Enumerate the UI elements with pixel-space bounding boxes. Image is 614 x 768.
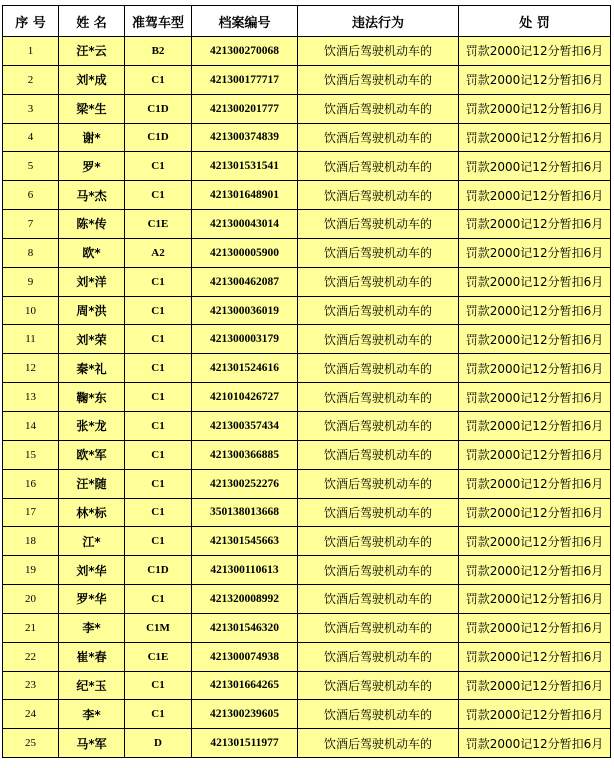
cell-license-class: C1 (125, 469, 192, 498)
cell-serial: 11 (3, 325, 59, 354)
cell-license-class: C1 (125, 440, 192, 469)
header-license-class: 准驾车型 (125, 6, 192, 37)
cell-license-class: C1D (125, 94, 192, 123)
table-row (3, 37, 611, 66)
cell-penalty: 罚款2000记12分暂扣6月 (459, 325, 611, 354)
cell-file-number: 421301511977 (192, 729, 298, 758)
cell-serial: 3 (3, 94, 59, 123)
cell-name: 江* (59, 527, 125, 556)
cell-serial: 9 (3, 267, 59, 296)
cell-file-number: 421301531541 (192, 152, 298, 181)
cell-serial: 22 (3, 642, 59, 671)
cell-penalty: 罚款2000记12分暂扣6月 (459, 210, 611, 239)
table-row (3, 152, 611, 181)
cell-violation: 饮酒后驾驶机动车的 (298, 411, 459, 440)
cell-violation: 饮酒后驾驶机动车的 (298, 354, 459, 383)
cell-penalty: 罚款2000记12分暂扣6月 (459, 411, 611, 440)
cell-violation: 饮酒后驾驶机动车的 (298, 642, 459, 671)
cell-license-class: C1 (125, 354, 192, 383)
cell-license-class: C1E (125, 210, 192, 239)
table-row (3, 94, 611, 123)
cell-serial: 23 (3, 671, 59, 700)
cell-file-number: 421301648901 (192, 181, 298, 210)
table-row (3, 267, 611, 296)
cell-name: 纪*玉 (59, 671, 125, 700)
cell-name: 汪*随 (59, 469, 125, 498)
cell-violation: 饮酒后驾驶机动车的 (298, 556, 459, 585)
table-row (3, 238, 611, 267)
cell-penalty: 罚款2000记12分暂扣6月 (459, 123, 611, 152)
cell-serial: 2 (3, 65, 59, 94)
cell-penalty: 罚款2000记12分暂扣6月 (459, 238, 611, 267)
cell-file-number: 421301545663 (192, 527, 298, 556)
cell-penalty: 罚款2000记12分暂扣6月 (459, 469, 611, 498)
cell-license-class: C1 (125, 296, 192, 325)
table-row (3, 585, 611, 614)
cell-violation: 饮酒后驾驶机动车的 (298, 440, 459, 469)
table-row (3, 210, 611, 239)
cell-file-number: 421301546320 (192, 613, 298, 642)
cell-license-class: C1 (125, 65, 192, 94)
table-row (3, 354, 611, 383)
cell-file-number: 421300036019 (192, 296, 298, 325)
cell-file-number: 421300462087 (192, 267, 298, 296)
cell-serial: 25 (3, 729, 59, 758)
cell-violation: 饮酒后驾驶机动车的 (298, 729, 459, 758)
cell-violation: 饮酒后驾驶机动车的 (298, 671, 459, 700)
cell-penalty: 罚款2000记12分暂扣6月 (459, 498, 611, 527)
cell-violation: 饮酒后驾驶机动车的 (298, 498, 459, 527)
cell-license-class: C1 (125, 498, 192, 527)
cell-penalty: 罚款2000记12分暂扣6月 (459, 585, 611, 614)
table-row (3, 411, 611, 440)
cell-file-number: 421320008992 (192, 585, 298, 614)
cell-penalty: 罚款2000记12分暂扣6月 (459, 613, 611, 642)
cell-file-number: 421300003179 (192, 325, 298, 354)
cell-name: 刘*华 (59, 556, 125, 585)
cell-violation: 饮酒后驾驶机动车的 (298, 325, 459, 354)
cell-serial: 21 (3, 613, 59, 642)
cell-penalty: 罚款2000记12分暂扣6月 (459, 671, 611, 700)
cell-serial: 20 (3, 585, 59, 614)
cell-serial: 7 (3, 210, 59, 239)
table-row (3, 527, 611, 556)
cell-violation: 饮酒后驾驶机动车的 (298, 94, 459, 123)
cell-file-number: 421300074938 (192, 642, 298, 671)
header-violation: 违法行为 (298, 6, 459, 37)
cell-name: 崔*春 (59, 642, 125, 671)
cell-file-number: 421300110613 (192, 556, 298, 585)
cell-name: 刘*荣 (59, 325, 125, 354)
cell-name: 张*龙 (59, 411, 125, 440)
table-row (3, 383, 611, 412)
cell-serial: 15 (3, 440, 59, 469)
table-row (3, 729, 611, 758)
cell-license-class: C1 (125, 383, 192, 412)
cell-violation: 饮酒后驾驶机动车的 (298, 700, 459, 729)
cell-serial: 8 (3, 238, 59, 267)
cell-violation: 饮酒后驾驶机动车的 (298, 181, 459, 210)
cell-file-number: 421300177717 (192, 65, 298, 94)
cell-license-class: C1D (125, 556, 192, 585)
cell-license-class: C1 (125, 671, 192, 700)
header-file-number: 档案编号 (192, 6, 298, 37)
cell-violation: 饮酒后驾驶机动车的 (298, 469, 459, 498)
cell-penalty: 罚款2000记12分暂扣6月 (459, 700, 611, 729)
cell-license-class: C1 (125, 411, 192, 440)
cell-violation: 饮酒后驾驶机动车的 (298, 383, 459, 412)
cell-license-class: D (125, 729, 192, 758)
cell-serial: 17 (3, 498, 59, 527)
cell-file-number: 421301664265 (192, 671, 298, 700)
cell-file-number: 421300270068 (192, 37, 298, 66)
cell-penalty: 罚款2000记12分暂扣6月 (459, 181, 611, 210)
cell-license-class: A2 (125, 238, 192, 267)
cell-serial: 1 (3, 37, 59, 66)
cell-penalty: 罚款2000记12分暂扣6月 (459, 267, 611, 296)
cell-name: 罗* (59, 152, 125, 181)
cell-serial: 16 (3, 469, 59, 498)
cell-file-number: 421010426727 (192, 383, 298, 412)
cell-penalty: 罚款2000记12分暂扣6月 (459, 152, 611, 181)
cell-penalty: 罚款2000记12分暂扣6月 (459, 729, 611, 758)
cell-name: 刘*洋 (59, 267, 125, 296)
cell-serial: 10 (3, 296, 59, 325)
cell-license-class: C1 (125, 152, 192, 181)
cell-name: 马*杰 (59, 181, 125, 210)
cell-name: 马*军 (59, 729, 125, 758)
cell-license-class: C1 (125, 585, 192, 614)
cell-penalty: 罚款2000记12分暂扣6月 (459, 296, 611, 325)
table-row (3, 325, 611, 354)
cell-violation: 饮酒后驾驶机动车的 (298, 238, 459, 267)
cell-serial: 19 (3, 556, 59, 585)
cell-file-number: 421300374839 (192, 123, 298, 152)
cell-name: 周*洪 (59, 296, 125, 325)
table-row (3, 65, 611, 94)
cell-file-number: 421301524616 (192, 354, 298, 383)
table-row (3, 700, 611, 729)
cell-name: 陈*传 (59, 210, 125, 239)
table-row (3, 181, 611, 210)
cell-penalty: 罚款2000记12分暂扣6月 (459, 383, 611, 412)
violation-table-container (2, 5, 610, 758)
violation-table (2, 5, 611, 758)
cell-violation: 饮酒后驾驶机动车的 (298, 527, 459, 556)
cell-violation: 饮酒后驾驶机动车的 (298, 585, 459, 614)
cell-file-number: 421300043014 (192, 210, 298, 239)
cell-name: 梁*生 (59, 94, 125, 123)
cell-name: 李* (59, 613, 125, 642)
cell-serial: 4 (3, 123, 59, 152)
cell-file-number: 421300357434 (192, 411, 298, 440)
cell-name: 林*标 (59, 498, 125, 527)
cell-serial: 14 (3, 411, 59, 440)
cell-license-class: C1 (125, 267, 192, 296)
cell-violation: 饮酒后驾驶机动车的 (298, 296, 459, 325)
cell-file-number: 350138013668 (192, 498, 298, 527)
cell-license-class: C1 (125, 527, 192, 556)
cell-name: 李* (59, 700, 125, 729)
cell-license-class: B2 (125, 37, 192, 66)
table-row (3, 671, 611, 700)
header-penalty: 处 罚 (459, 6, 611, 37)
cell-violation: 饮酒后驾驶机动车的 (298, 123, 459, 152)
header-name: 姓 名 (59, 6, 125, 37)
cell-serial: 6 (3, 181, 59, 210)
cell-name: 欧* (59, 238, 125, 267)
cell-violation: 饮酒后驾驶机动车的 (298, 210, 459, 239)
cell-serial: 24 (3, 700, 59, 729)
cell-license-class: C1D (125, 123, 192, 152)
cell-name: 罗*华 (59, 585, 125, 614)
cell-penalty: 罚款2000记12分暂扣6月 (459, 37, 611, 66)
cell-name: 汪*云 (59, 37, 125, 66)
cell-license-class: C1M (125, 613, 192, 642)
cell-violation: 饮酒后驾驶机动车的 (298, 613, 459, 642)
cell-serial: 13 (3, 383, 59, 412)
cell-file-number: 421300201777 (192, 94, 298, 123)
cell-penalty: 罚款2000记12分暂扣6月 (459, 65, 611, 94)
cell-serial: 5 (3, 152, 59, 181)
cell-penalty: 罚款2000记12分暂扣6月 (459, 527, 611, 556)
table-body (3, 37, 611, 758)
table-row (3, 123, 611, 152)
cell-file-number: 421300252276 (192, 469, 298, 498)
header-serial: 序 号 (3, 6, 59, 37)
cell-penalty: 罚款2000记12分暂扣6月 (459, 556, 611, 585)
cell-license-class: C1E (125, 642, 192, 671)
cell-file-number: 421300239605 (192, 700, 298, 729)
cell-serial: 12 (3, 354, 59, 383)
cell-file-number: 421300005900 (192, 238, 298, 267)
table-row (3, 556, 611, 585)
cell-penalty: 罚款2000记12分暂扣6月 (459, 642, 611, 671)
cell-serial: 18 (3, 527, 59, 556)
table-row (3, 469, 611, 498)
cell-file-number: 421300366885 (192, 440, 298, 469)
cell-name: 秦*礼 (59, 354, 125, 383)
cell-violation: 饮酒后驾驶机动车的 (298, 267, 459, 296)
cell-license-class: C1 (125, 181, 192, 210)
table-row (3, 613, 611, 642)
table-row (3, 642, 611, 671)
cell-penalty: 罚款2000记12分暂扣6月 (459, 354, 611, 383)
table-row (3, 440, 611, 469)
cell-violation: 饮酒后驾驶机动车的 (298, 65, 459, 94)
cell-name: 鞠*东 (59, 383, 125, 412)
cell-name: 刘*成 (59, 65, 125, 94)
cell-name: 欧*军 (59, 440, 125, 469)
cell-penalty: 罚款2000记12分暂扣6月 (459, 440, 611, 469)
cell-license-class: C1 (125, 325, 192, 354)
cell-violation: 饮酒后驾驶机动车的 (298, 37, 459, 66)
cell-license-class: C1 (125, 700, 192, 729)
cell-violation: 饮酒后驾驶机动车的 (298, 152, 459, 181)
table-row (3, 498, 611, 527)
table-header-row (3, 6, 611, 37)
cell-penalty: 罚款2000记12分暂扣6月 (459, 94, 611, 123)
cell-name: 谢* (59, 123, 125, 152)
table-row (3, 296, 611, 325)
